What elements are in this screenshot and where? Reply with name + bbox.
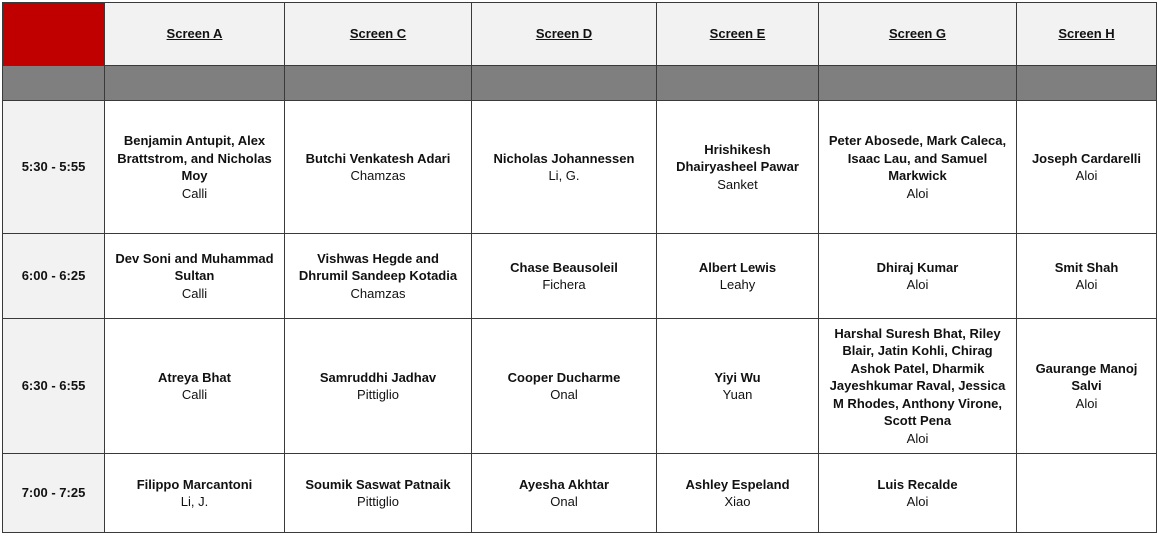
divider-row bbox=[3, 66, 1157, 101]
presenter-names: Hrishikesh Dhairyasheel Pawar bbox=[676, 141, 799, 175]
advisor-name: Chamzas bbox=[350, 168, 406, 183]
divider-cell bbox=[3, 66, 105, 101]
time-slot-label: 6:00 - 6:25 bbox=[3, 234, 105, 319]
advisor-name: Calli bbox=[181, 185, 208, 201]
advisor-name: Sanket bbox=[717, 176, 758, 192]
advisor-name: Calli bbox=[181, 285, 208, 301]
presentation-cell bbox=[105, 454, 285, 533]
presentation-cell bbox=[657, 319, 819, 454]
presentation-cell bbox=[657, 101, 819, 234]
empty-cell bbox=[1017, 454, 1157, 533]
divider-cell bbox=[472, 66, 657, 101]
advisor-name: Li, G. bbox=[548, 168, 580, 183]
presenter-names: Luis Recalde bbox=[877, 476, 958, 492]
presentation-cell bbox=[657, 234, 819, 319]
advisor-name: Xiao bbox=[724, 494, 751, 509]
screen-header: Screen C bbox=[285, 3, 472, 66]
advisor-name: Onal bbox=[550, 494, 578, 509]
presentation-cell bbox=[472, 454, 657, 533]
time-slot-row bbox=[3, 319, 1157, 454]
divider-cell bbox=[1017, 66, 1157, 101]
advisor-name: Aloi bbox=[906, 494, 929, 509]
time-slot-row bbox=[3, 101, 1157, 234]
time-slot-row bbox=[3, 234, 1157, 319]
advisor-name: Fichera bbox=[542, 277, 586, 292]
time-slot-label: 7:00 - 7:25 bbox=[3, 454, 105, 533]
presentation-cell bbox=[285, 319, 472, 454]
divider-cell bbox=[657, 66, 819, 101]
presentation-cell bbox=[472, 101, 657, 234]
presenter-names: Ashley Espeland bbox=[685, 476, 790, 492]
presentation-cell bbox=[1017, 319, 1157, 454]
advisor-name: Aloi bbox=[906, 185, 929, 201]
screen-header: Screen A bbox=[105, 3, 285, 66]
presentation-cell bbox=[657, 454, 819, 533]
presenter-names: Gaurange Manoj Salvi bbox=[1035, 360, 1138, 394]
screen-header: Screen E bbox=[657, 3, 819, 66]
divider-cell bbox=[819, 66, 1017, 101]
time-slot-row bbox=[3, 454, 1157, 533]
corner-cell bbox=[3, 3, 105, 66]
presentation-cell bbox=[105, 234, 285, 319]
presenter-names: Ayesha Akhtar bbox=[518, 476, 610, 492]
advisor-name: Chamzas bbox=[350, 285, 406, 301]
presenter-names: Peter Abosede, Mark Caleca, Isaac Lau, and Samuel Markwick bbox=[828, 133, 1007, 183]
presenter-names: Atreya Bhat bbox=[158, 369, 231, 385]
presentation-cell bbox=[819, 454, 1017, 533]
advisor-name: Aloi bbox=[1075, 395, 1098, 411]
advisor-name: Pittiglio bbox=[357, 387, 399, 402]
presentation-cell bbox=[819, 101, 1017, 234]
presentation-cell bbox=[1017, 101, 1157, 234]
presenter-names: Butchi Venkatesh Adari bbox=[305, 150, 451, 166]
screen-header: Screen D bbox=[472, 3, 657, 66]
presentation-cell bbox=[285, 234, 472, 319]
presenter-names: Vishwas Hegde and Dhrumil Sandeep Kotadia bbox=[298, 250, 458, 284]
presentation-cell bbox=[285, 101, 472, 234]
presentation-cell bbox=[819, 319, 1017, 454]
presentation-cell bbox=[105, 101, 285, 234]
advisor-name: Aloi bbox=[1075, 168, 1098, 183]
advisor-name: Pittiglio bbox=[357, 494, 399, 509]
presentation-cell bbox=[105, 319, 285, 454]
presenter-names: Nicholas Johannessen bbox=[493, 150, 635, 166]
presenter-names: Dhiraj Kumar bbox=[876, 259, 959, 275]
presenter-names: Benjamin Antupit, Alex Brattstrom, and Nicholas Moy bbox=[117, 133, 272, 183]
presenter-names: Dev Soni and Muhammad Sultan bbox=[115, 250, 274, 284]
advisor-name: Li, J. bbox=[180, 494, 209, 509]
presenter-names: Yiyi Wu bbox=[714, 369, 761, 385]
advisor-name: Calli bbox=[181, 387, 208, 402]
presentation-cell bbox=[1017, 234, 1157, 319]
time-slot-label: 6:30 - 6:55 bbox=[3, 319, 105, 454]
schedule-table bbox=[2, 2, 1157, 533]
divider-cell bbox=[105, 66, 285, 101]
advisor-name: Yuan bbox=[722, 387, 753, 402]
presentation-cell bbox=[285, 454, 472, 533]
presentation-cell bbox=[472, 234, 657, 319]
presenter-names: Chase Beausoleil bbox=[510, 259, 618, 275]
time-slot-label: 5:30 - 5:55 bbox=[3, 101, 105, 234]
presenter-names: Cooper Ducharme bbox=[507, 369, 621, 385]
screen-header: Screen H bbox=[1017, 3, 1157, 66]
advisor-name: Onal bbox=[550, 387, 578, 402]
presenter-names: Samruddhi Jadhav bbox=[319, 369, 437, 385]
presentation-cell bbox=[472, 319, 657, 454]
advisor-name: Aloi bbox=[1075, 277, 1098, 292]
divider-cell bbox=[285, 66, 472, 101]
presenter-names: Joseph Cardarelli bbox=[1031, 150, 1142, 166]
presenter-names: Harshal Suresh Bhat, Riley Blair, Jatin Kohli, Chirag Ashok Patel, Dharmik Jayeshkumar Raval, Jessica M Rhodes, Anthony Virone, Scott Pena bbox=[829, 325, 1006, 429]
advisor-name: Leahy bbox=[719, 277, 756, 292]
header-row bbox=[3, 3, 1157, 66]
presenter-names: Filippo Marcantoni bbox=[136, 476, 253, 492]
presenter-names: Smit Shah bbox=[1054, 259, 1119, 275]
advisor-name: Aloi bbox=[906, 277, 929, 292]
presentation-cell bbox=[819, 234, 1017, 319]
presenter-names: Albert Lewis bbox=[698, 259, 777, 275]
advisor-name: Aloi bbox=[906, 430, 929, 446]
presenter-names: Soumik Saswat Patnaik bbox=[305, 476, 451, 492]
screen-header: Screen G bbox=[819, 3, 1017, 66]
